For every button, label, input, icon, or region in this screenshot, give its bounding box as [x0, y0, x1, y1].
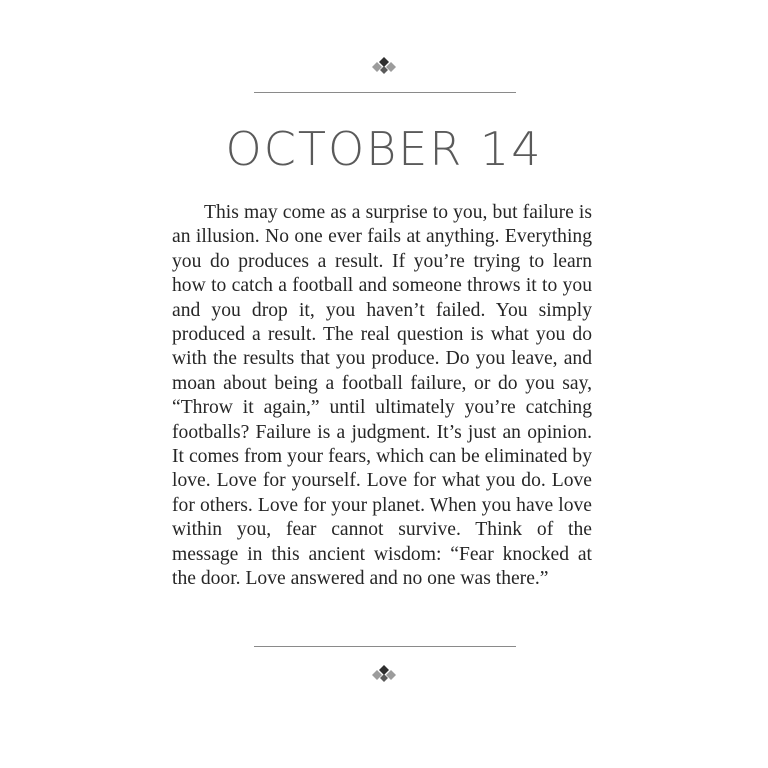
top-divider — [254, 92, 516, 93]
page-title: OCTOBER 14 — [225, 122, 543, 176]
bottom-divider — [254, 646, 516, 647]
diamond-cluster-icon — [368, 664, 400, 684]
body-paragraph: This may come as a surprise to you, but failure is an illusion. No one ever fails at anything. Everything you do produces a result. If you’re trying to learn how to catch a football and someone throws it to you and you drop it, you haven’t failed. You simply produced a result. The real question is what you do with the results that you produce. Do you leave, and moan about being a football failure, or do you say, “Throw it again,” until ultimately you’re catching footballs? Failure is a judgment. It’s just an opinion. It comes from your fears, which can be eliminated by love. Love for yourself. Love for what you do. Love for others. Love for your planet. When you have love within you, fear cannot survive. Think of the message in this ancient wisdom: “Fear knocked at the door. Love answered and no one was there.” — [172, 202, 592, 590]
diamond-cluster-icon — [368, 56, 400, 76]
